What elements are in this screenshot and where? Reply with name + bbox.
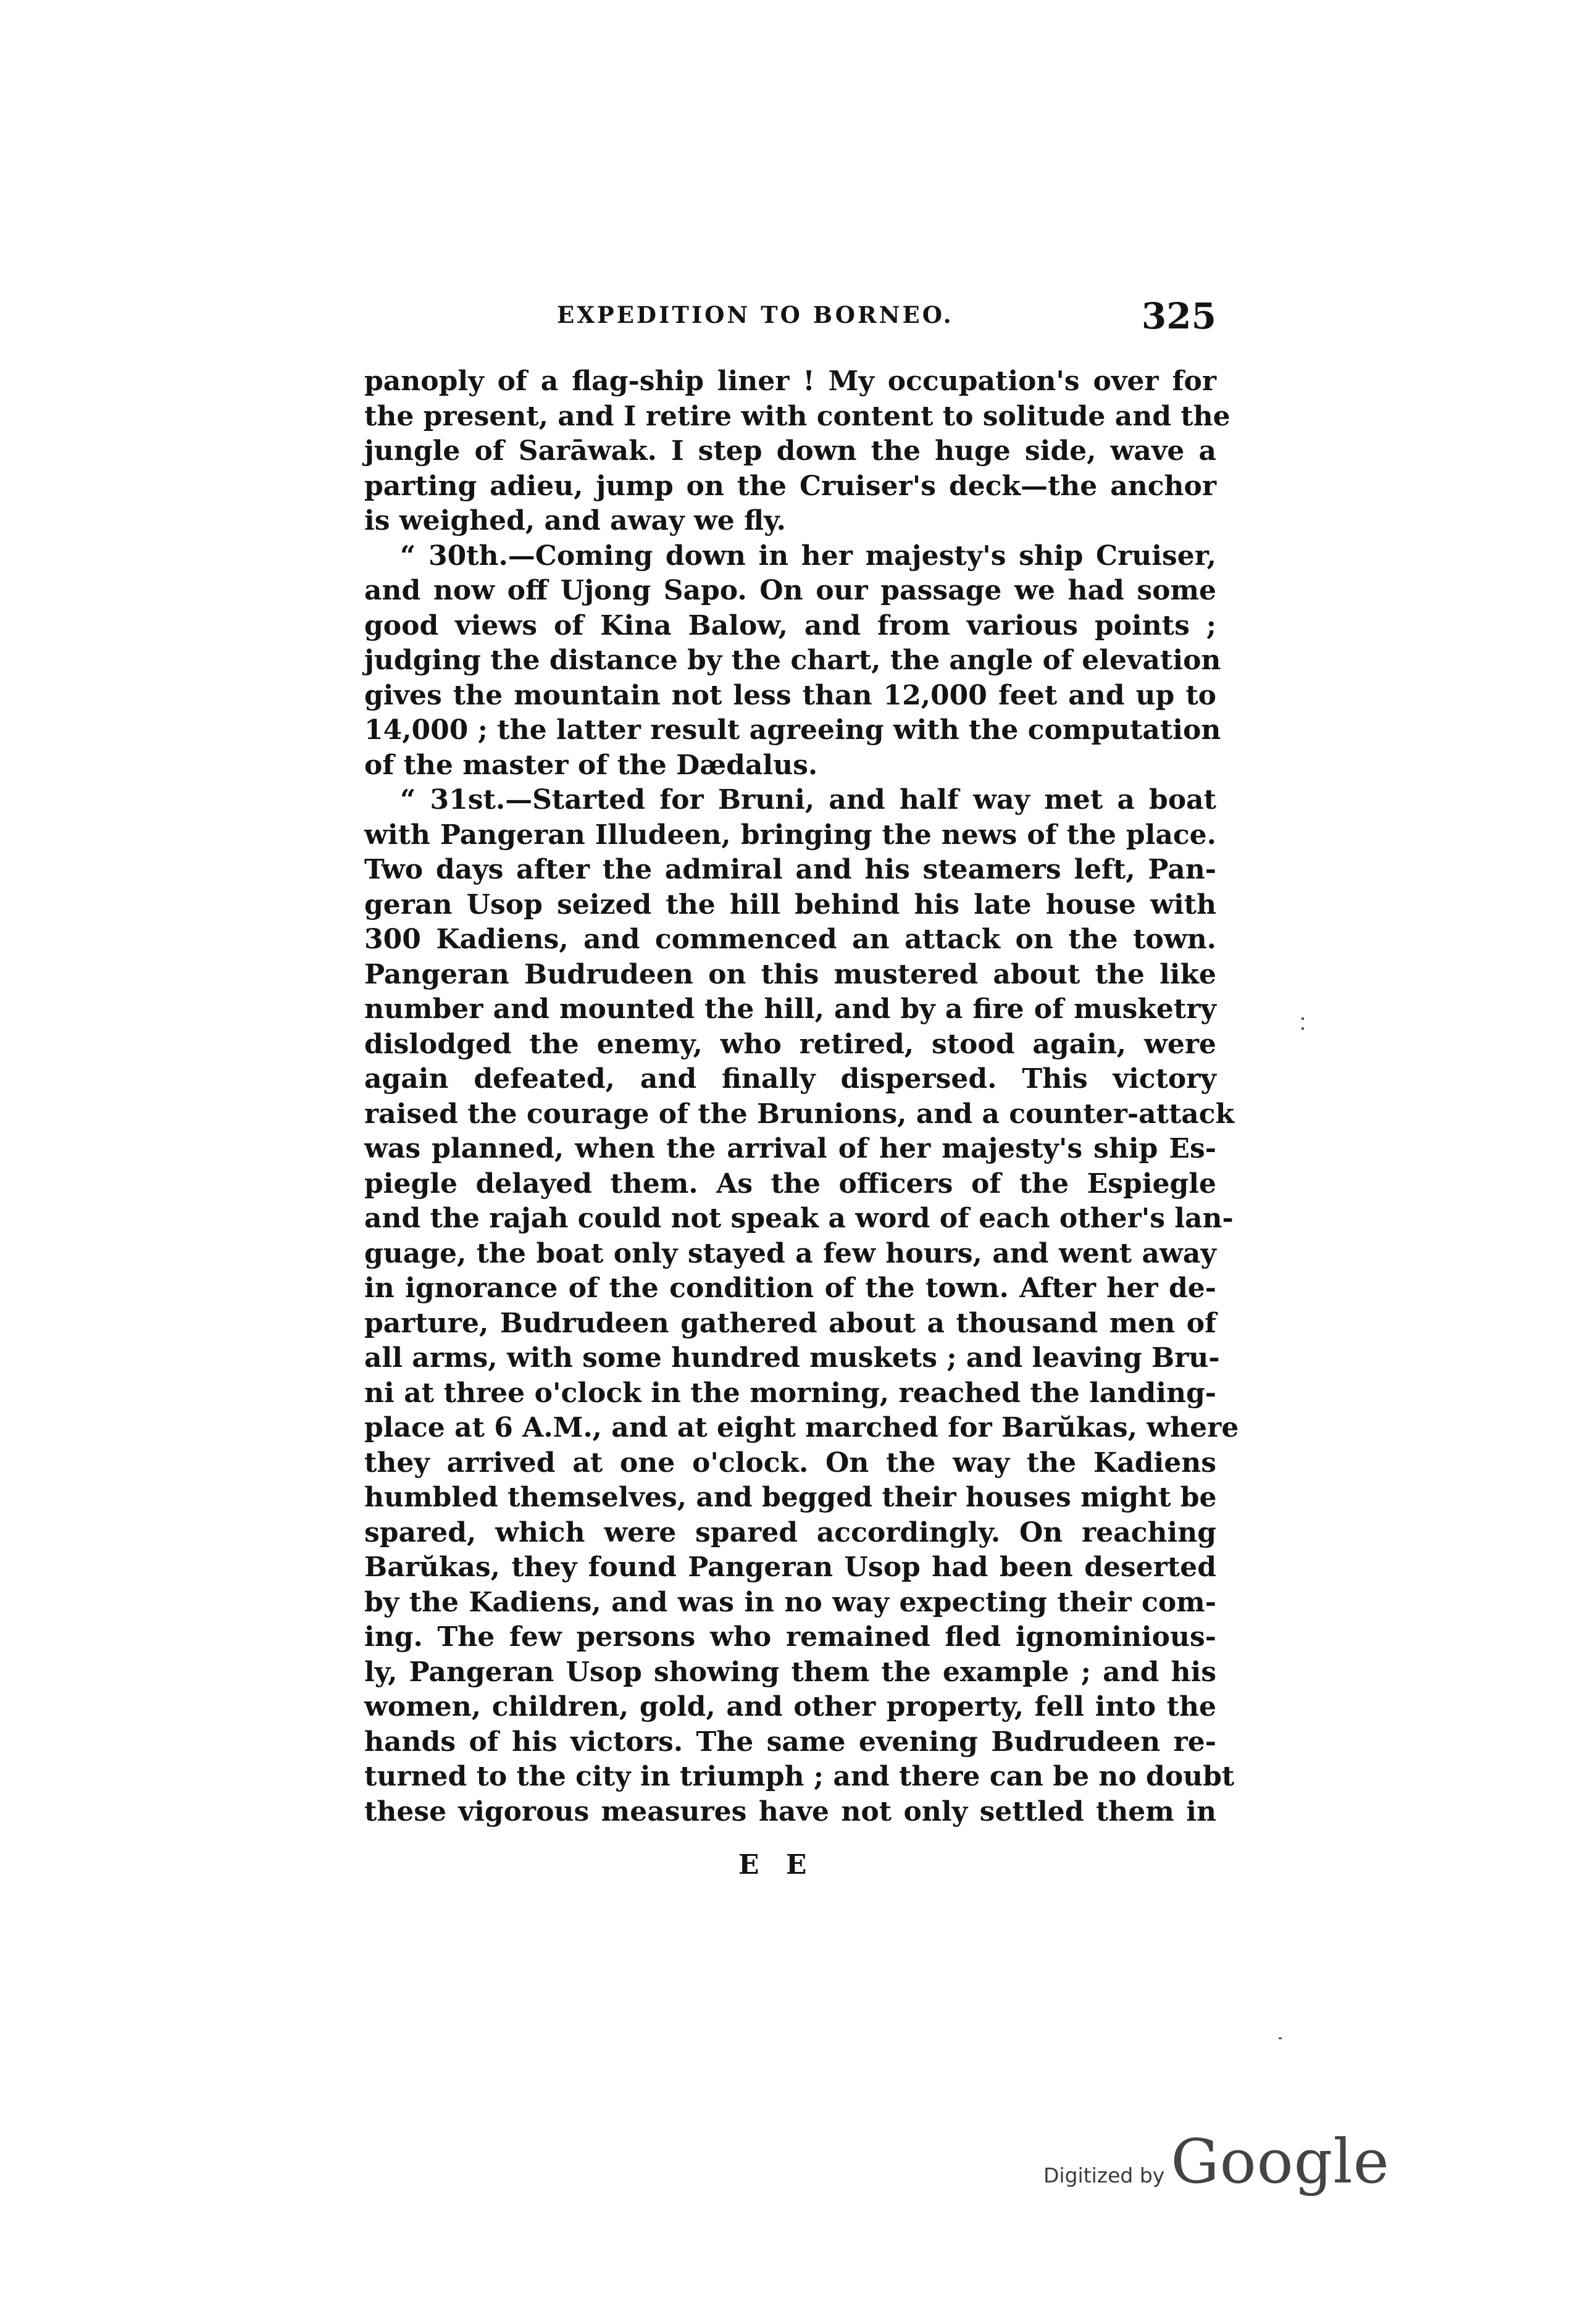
- text-line: “ 31st.—Started for Bruni, and half way met a boat: [400, 784, 1216, 816]
- text-line: good views of Kina Balow, and from various points ;: [364, 609, 1216, 641]
- text-line: the present, and I retire with content to solitude and the: [364, 400, 1230, 432]
- text-line: panoply of a flag-ship liner ! My occupation's over for: [364, 365, 1216, 397]
- digitized-by-label: Digitized by: [1043, 2163, 1165, 2187]
- text-line: 300 Kadiens, and commenced an attack on the town.: [364, 924, 1216, 955]
- text-line: Two days after the admiral and his steamers left, Pan-: [364, 854, 1216, 885]
- text-line: number and mounted the hill, and by a fire of musketry: [364, 993, 1216, 1025]
- text-line: by the Kadiens, and was in no way expecting their com-: [364, 1586, 1216, 1618]
- signature-mark: E E: [738, 1849, 816, 1881]
- text-line: in ignorance of the condition of the town. After her de-: [364, 1272, 1216, 1304]
- text-line: Pangeran Budrudeen on this mustered about the like: [364, 958, 1216, 990]
- text-line: Barŭkas, they found Pangeran Usop had been deserted: [364, 1551, 1216, 1583]
- text-line: judging the distance by the chart, the angle of elevation: [364, 645, 1221, 676]
- text-line: 14,000 ; the latter result agreeing with the computation: [364, 714, 1221, 746]
- margin-speck: [1279, 2037, 1282, 2039]
- text-line: dislodged the enemy, who retired, stood again, were: [364, 1028, 1216, 1060]
- digitized-watermark: [1043, 2127, 1390, 2201]
- body-text: [364, 364, 1239, 1829]
- text-line: humbled themselves, and begged their houses might be: [364, 1482, 1217, 1513]
- text-line: parting adieu, jump on the Cruiser's deck—the anchor: [364, 470, 1216, 502]
- text-line: is weighed, and away we fly.: [364, 505, 786, 537]
- text-line: and the rajah could not speak a word of each other's lan-: [364, 1203, 1234, 1234]
- text-line: and now off Ujong Sapo. On our passage we had some: [364, 575, 1216, 606]
- text-line: ly, Pangeran Usop showing them the example ; and his: [364, 1656, 1216, 1688]
- running-title: EXPEDITION TO BORNEO.: [557, 301, 954, 328]
- text-line: with Pangeran Illudeen, bringing the news of the place.: [364, 819, 1216, 851]
- text-line: hands of his victors. The same evening Budrudeen re-: [364, 1726, 1216, 1758]
- text-line: turned to the city in triumph ; and there can be no doubt: [364, 1761, 1235, 1792]
- text-line: geran Usop seized the hill behind his late house with: [364, 888, 1216, 921]
- text-line: raised the courage of the Brunions, and a counter-attack: [364, 1098, 1235, 1130]
- margin-speck: [1301, 1027, 1304, 1030]
- google-logo: Google: [1171, 2127, 1390, 2197]
- text-line: ing. The few persons who remained fled ignominious-: [364, 1621, 1216, 1653]
- text-line: ni at three o'clock in the morning, reached the landing-: [364, 1377, 1216, 1409]
- text-line: again defeated, and finally dispersed. This victory: [364, 1063, 1216, 1095]
- text-line: “ 30th.—Coming down in her majesty's ship Cruiser,: [400, 540, 1216, 572]
- text-line: guage, the boat only stayed a few hours, and went away: [364, 1237, 1216, 1269]
- text-line: was planned, when the arrival of her majesty's ship Es-: [364, 1133, 1216, 1164]
- text-line: spared, which were spared accordingly. On reaching: [364, 1516, 1216, 1548]
- page-number: 325: [1141, 295, 1216, 337]
- text-line: women, children, gold, and other property, fell into the: [364, 1691, 1216, 1723]
- margin-speck: [1301, 1017, 1304, 1020]
- text-line: piegle delayed them. As the officers of the Espiegle: [364, 1167, 1216, 1200]
- text-line: gives the mountain not less than 12,000 feet and up to: [364, 679, 1216, 711]
- text-line: parture, Budrudeen gathered about a thousand men of: [364, 1307, 1216, 1339]
- text-line: these vigorous measures have not only settled them in: [364, 1795, 1216, 1827]
- text-line: of the master of the Dædalus.: [364, 749, 818, 781]
- text-line: place at 6 A.M., and at eight marched for Barŭkas, where: [364, 1412, 1239, 1443]
- text-line: they arrived at one o'clock. On the way the Kadiens: [364, 1447, 1216, 1479]
- text-line: all arms, with some hundred muskets ; and leaving Bru-: [364, 1342, 1220, 1374]
- page-header: [364, 295, 1216, 338]
- text-line: jungle of Sarāwak. I step down the huge side, wave a: [364, 435, 1216, 467]
